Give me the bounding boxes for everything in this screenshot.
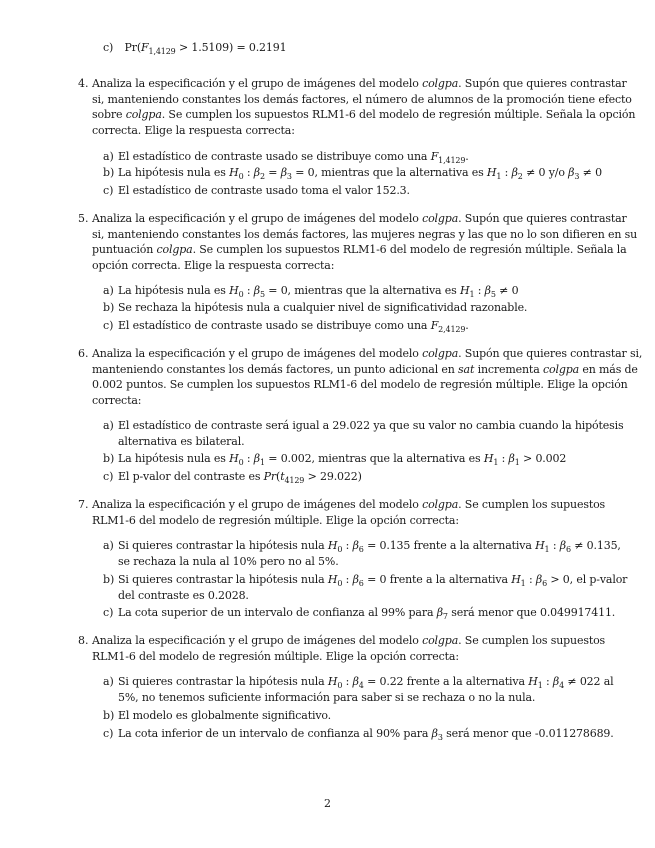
question-text-line: sobre colgpa. Se cumplen los supuestos RLM1-6 del modelo de regresión múltiple. Señala la opción [92,108,636,121]
question-number: 8. [78,634,89,647]
option-marker: c) [103,727,114,740]
option-marker: a) [103,284,114,297]
question-text-line: si, manteniendo constantes los demás factores, las mujeres negras y las que no lo son difieren en su [92,227,638,241]
option-text-line: 5%, no tenemos suficiente información para saber si se rechaza o no la nula. [118,691,536,704]
option-marker: b) [103,301,115,314]
question-number: 6. [78,347,89,360]
option-marker: c) [103,470,114,483]
question-text-line: manteniendo constantes los demás factores, un punto adicional en sat incrementa colgpa en más de [92,362,638,376]
option-marker: c) [103,319,114,332]
option-marker: c) [103,41,114,54]
question-text-line: correcta: [92,393,142,407]
option-marker: b) [103,573,115,586]
question-text-line: Analiza la especificación y el grupo de imágenes del modelo colgpa. Se cumplen los supuestos [92,634,606,647]
question-number: 7. [78,498,89,511]
question-text-line: Analiza la especificación y el grupo de imágenes del modelo colgpa. Supón que quieres contrastar [92,212,627,225]
option-marker: a) [103,539,114,552]
option-text-line: se rechaza la nula al 10% pero no al 5%. [118,555,339,568]
option-text-line: El estadístico de contraste usado se distribuye como una $F_{2,4129}$. [118,319,469,334]
question-text-line: puntuación colgpa. Se cumplen los supuestos RLM1-6 del modelo de regresión múltiple. Señala la [92,243,627,256]
option-marker: a) [103,419,114,432]
option-text-line: Si quieres contrastar la hipótesis nula $H_0$ : $\beta_4 = 0.22$ frente a la alternativa $H_1$ : $\beta_4 \ne 022$ al [118,675,614,690]
question-text-line: RLM1-6 del modelo de regresión múltiple. Elige la opción correcta: [92,649,459,663]
option-text-line: El estadístico de contraste será igual a 29.022 ya que su valor no cambia cuando la hipótesis [118,419,624,432]
option-text-line: del contraste es 0.2028. [118,589,249,602]
question-text-line: RLM1-6 del modelo de regresión múltiple. Elige la opción correcta: [92,513,459,527]
option-text-line: La hipótesis nula es $H_0$ : $\beta_2 = \beta_3 = 0$, mientras que la alternativa es $H_1$ : $\beta_2 \ne 0$ y/o $\beta_3 \ne 0$ [118,166,602,181]
option-text-line: La cota superior de un intervalo de confianza al 99% para $\beta_7$ será menor que 0.049917411. [118,606,616,621]
prev-option-c [103,41,286,55]
question-text-line: 0.002 puntos. Se cumplen los supuestos RLM1-6 del modelo de regresión múltiple. Elige la opción [92,378,628,391]
question-text-line: correcta. Elige la respuesta correcta: [92,123,295,137]
question-text-line: opción correcta. Elige la respuesta correcta: [92,258,335,272]
question-text-line: Analiza la especificación y el grupo de imágenes del modelo colgpa. Supón que quieres contrastar si, [92,347,643,360]
question-text-line: Analiza la especificación y el grupo de imágenes del modelo colgpa. Supón que quieres contrastar [92,77,627,90]
option-marker: c) [103,184,114,197]
option-text-line: El modelo es globalmente significativo. [118,709,332,722]
option-text-line: El estadístico de contraste usado se distribuye como una $F_{1,4129}$. [118,150,469,165]
option-marker: b) [103,166,115,179]
option-marker: b) [103,452,115,465]
option-text-line: Se rechaza la hipótesis nula a cualquier nivel de significatividad razonable. [118,301,528,314]
question-text-line: Analiza la especificación y el grupo de imágenes del modelo colgpa. Se cumplen los supuestos [92,498,606,511]
question-text-line: si, manteniendo constantes los demás factores, el número de alumnos de la promoción tiene efecto [92,92,632,106]
option-marker: c) [103,606,114,619]
option-marker: a) [103,150,114,163]
question-number: 4. [78,77,89,90]
page-number: 2 [324,797,331,810]
option-text-line: El p-valor del contraste es $Pr(t_{4129} > 29.022)$ [118,470,362,485]
option-text-line: alternativa es bilateral. [118,435,245,448]
option-marker: b) [103,709,115,722]
option-text-line: Si quieres contrastar la hipótesis nula $H_0$ : $\beta_6 = 0.135$ frente a la alternativa $H_1$ : $\beta_6 \ne 0.135$, [118,539,621,554]
option-text-line: La hipótesis nula es $H_0$ : $\beta_5 = 0$, mientras que la alternativa es $H_1$ : $\beta_5 \ne 0$ [118,284,519,299]
option-marker: a) [103,675,114,688]
prev-formula: $Pr(F_{1,4129} > 1.5109) = 0.2191$ [124,41,287,56]
option-text-line: La hipótesis nula es $H_0$ : $\beta_1 = 0.002$, mientras que la alternativa es $H_1$ : $\beta_1 > 0.002$ [118,452,567,467]
option-text-line: Si quieres contrastar la hipótesis nula $H_0$ : $\beta_6 = 0$ frente a la alternativa $H_1$ : $\beta_6 > 0$, el p-valor [118,573,628,588]
option-text-line: La cota inferior de un intervalo de confianza al 90% para $\beta_3$ será menor que -0.011278689. [118,727,614,742]
option-text-line: El estadístico de contraste usado toma el valor 152.3. [118,184,410,197]
question-number: 5. [78,212,89,225]
